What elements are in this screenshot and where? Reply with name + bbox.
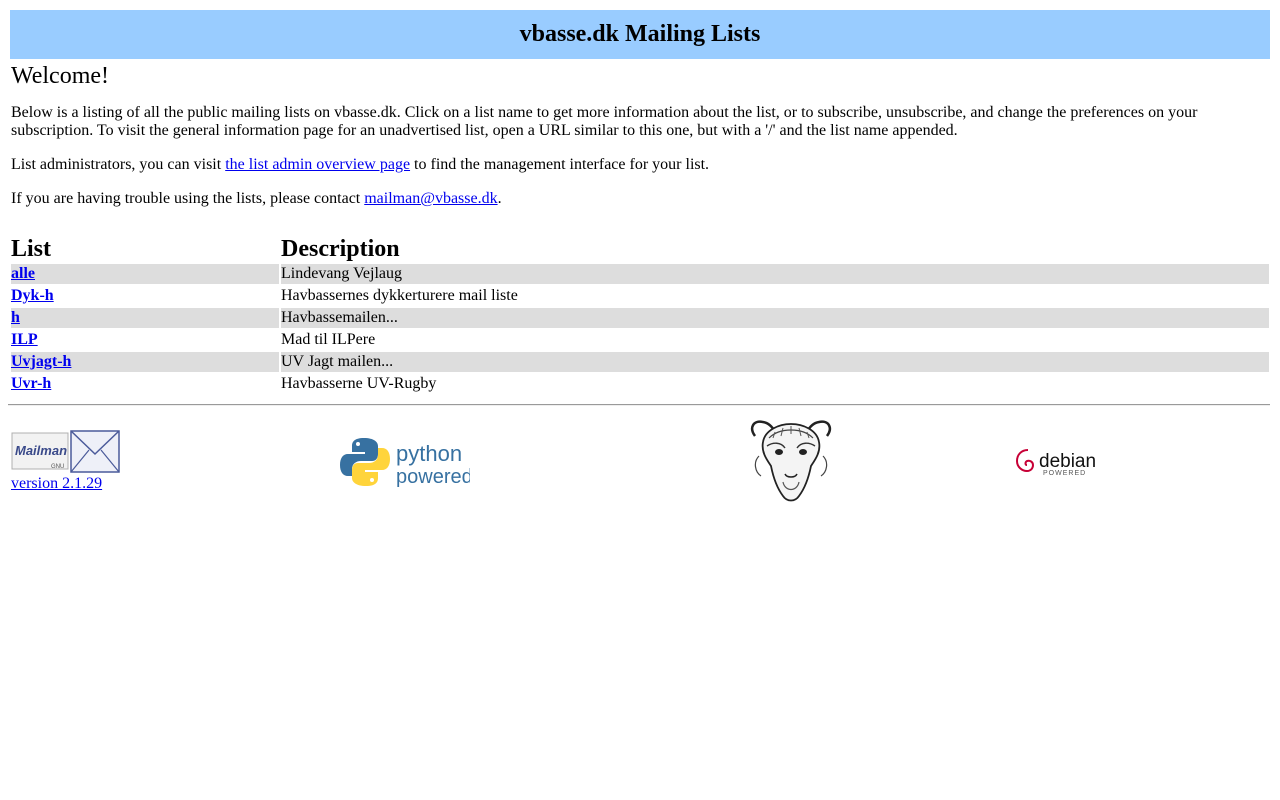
list-name-cell <box>11 286 279 306</box>
list-link-alle[interactable]: alle <box>11 265 35 282</box>
contact-prefix: If you are having trouble using the lists, please contact <box>11 190 365 207</box>
table-row <box>11 308 1269 328</box>
table-row <box>11 352 1269 372</box>
list-description-cell: Havbassernes dykkerturere mail liste <box>281 287 518 304</box>
list-name-cell <box>11 264 279 284</box>
mailman-logo-icon <box>11 428 121 474</box>
gnu-head-icon <box>745 416 837 506</box>
list-name-cell <box>11 352 279 372</box>
list-description-cell: Havbasserne UV-Rugby <box>281 375 437 392</box>
list-link-ilp[interactable]: ILP <box>11 331 38 348</box>
table-row <box>11 374 1269 394</box>
python-powered-logo-icon <box>340 436 470 488</box>
list-name-cell <box>11 308 279 328</box>
contact-suffix: . <box>497 190 502 207</box>
python-logo-subtext: powered <box>396 466 470 488</box>
horizontal-rule <box>8 404 1270 406</box>
debian-logo-subtext: POWERED <box>1043 470 1087 476</box>
python-logo-link[interactable] <box>340 436 470 493</box>
debian-powered-logo-icon <box>1015 446 1099 476</box>
list-description-cell: Mad til ILPere <box>281 331 376 348</box>
page-title: vbasse.dk Mailing Lists <box>519 21 761 47</box>
admin-suffix: to find the management interface for your list. <box>410 156 710 173</box>
list-link-uvr-h[interactable]: Uvr-h <box>11 375 52 392</box>
list-description-cell: UV Jagt mailen... <box>281 352 1269 372</box>
debian-logo-text: debian <box>1039 451 1097 472</box>
mailman-logo-link[interactable] <box>11 428 121 479</box>
list-description-cell: Havbassemailen... <box>281 308 1269 328</box>
admin-overview-link[interactable]: the list admin overview page <box>225 156 411 173</box>
contact-email-link[interactable]: mailman@vbasse.dk <box>364 190 498 207</box>
table-row <box>11 330 1269 350</box>
description-column-header: Description <box>281 236 400 262</box>
intro-paragraph: Below is a listing of all the public mailing lists on vbasse.dk. Click on a list name to get more information about the list, or to subscribe, unsubscribe, and change the preferences on your subscription. To visit the general information page for an unadvertised list, open a URL similar to this one, but with a '/' and the list name appended. <box>11 104 1198 139</box>
admin-paragraph <box>11 156 709 174</box>
list-link-h[interactable]: h <box>11 309 20 326</box>
mailman-logo-subtext: GNU <box>51 464 65 470</box>
list-name-cell <box>11 330 279 350</box>
mailman-logo-text: Mailman <box>15 443 68 458</box>
welcome-heading: Welcome! <box>11 63 110 89</box>
mailing-list-table <box>9 234 1271 396</box>
table-row <box>11 286 1269 306</box>
mailman-version-link[interactable]: version 2.1.29 <box>11 475 103 492</box>
admin-prefix: List administrators, you can visit <box>11 156 226 173</box>
list-name-cell <box>11 374 279 394</box>
table-row <box>11 264 1269 284</box>
header-banner <box>10 10 1270 59</box>
contact-paragraph <box>11 190 502 208</box>
gnu-logo-link[interactable] <box>745 416 837 511</box>
list-link-uvjagt-h[interactable]: Uvjagt-h <box>11 353 72 370</box>
python-logo-text: python <box>396 441 463 466</box>
table-header-row <box>11 236 1269 262</box>
debian-logo-link[interactable] <box>1015 446 1099 481</box>
list-column-header: List <box>11 236 52 262</box>
list-description-cell: Lindevang Vejlaug <box>281 264 1269 284</box>
list-link-dyk-h[interactable]: Dyk-h <box>11 287 54 304</box>
